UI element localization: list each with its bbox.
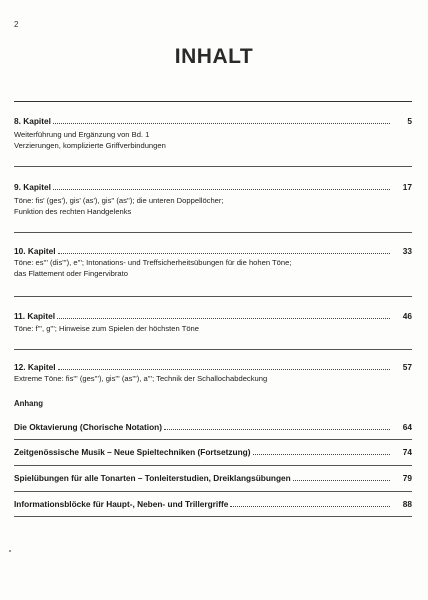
description-line: das Flattement oder Fingervibrato — [14, 268, 128, 278]
section-rule — [14, 296, 412, 297]
toc-entry-page: 74 — [402, 447, 412, 457]
toc-entry-label: Spielübungen für alle Tonarten – Tonleiterstudien, Dreiklangsübungen — [14, 473, 291, 483]
toc-entry-page: 64 — [402, 422, 412, 432]
toc-entry-appendix — [14, 420, 412, 432]
description-line: Töne: f''', g'''; Hinweise zum Spielen der höchsten Töne — [14, 324, 200, 333]
dot-leader — [53, 179, 390, 190]
toc-entry-chapter-9 — [14, 180, 412, 192]
section-rule — [14, 232, 412, 233]
toc-entry-page: 79 — [402, 473, 412, 483]
toc-entry-label: Die Oktavierung (Chorische Notation) — [14, 422, 162, 432]
section-rule — [14, 349, 412, 350]
description-line: Töne: fis' (ges'), gis' (as'), gis'' (as''); die unteren Doppellöcher; — [14, 196, 224, 205]
toc-entry-appendix — [14, 445, 412, 457]
toc-entry-description — [14, 324, 374, 335]
page-title: INHALT — [174, 45, 254, 68]
dot-leader — [58, 359, 390, 370]
dot-leader — [293, 470, 390, 481]
appendix-heading: Anhang — [14, 399, 44, 408]
toc-entry-appendix — [14, 497, 412, 509]
toc-entry-page: 5 — [407, 116, 412, 126]
page-number: 2 — [14, 20, 19, 29]
toc-entry-label: 9. Kapitel — [14, 182, 51, 192]
toc-entry-page: 88 — [402, 499, 412, 509]
toc-entry-label: 10. Kapitel — [14, 246, 56, 256]
section-rule — [14, 465, 412, 466]
toc-entry-page: 57 — [402, 362, 412, 372]
description-line: Extreme Töne: fis''' (ges'''), gis''' (as'''), a'''; Technik der Schallochabdeckung — [14, 374, 268, 383]
dot-leader — [53, 113, 390, 124]
dot-leader — [164, 419, 390, 430]
section-rule — [14, 166, 412, 167]
toc-entry-page: 17 — [402, 182, 412, 192]
toc-entry-page: 46 — [402, 311, 412, 321]
scan-speck — [9, 550, 11, 552]
toc-entry-description — [14, 258, 394, 279]
toc-entry-description — [14, 374, 394, 385]
toc-entry-chapter-11 — [14, 309, 412, 321]
section-rule — [14, 491, 412, 492]
toc-entry-label: 11. Kapitel — [14, 311, 56, 321]
toc-entry-chapter-12 — [14, 360, 412, 372]
toc-entry-description — [14, 130, 374, 151]
toc-entry-label: 8. Kapitel — [14, 116, 51, 126]
toc-entry-page: 33 — [402, 246, 412, 256]
toc-entry-chapter-8 — [14, 114, 412, 126]
section-rule — [14, 516, 412, 517]
dot-leader — [230, 496, 390, 507]
description-line: Töne: es''' (dis'''), e'''; Intonations- und Treffsicherheitsübungen für die hohen Töne; — [14, 258, 292, 267]
toc-entry-label: 12. Kapitel — [14, 362, 56, 372]
dot-leader — [253, 444, 390, 455]
description-line: Weiterführung und Ergänzung von Bd. 1 — [14, 130, 150, 139]
description-line: Verzierungen, komplizierte Griffverbindungen — [14, 140, 166, 150]
title-rule — [14, 101, 412, 102]
toc-entry-appendix — [14, 471, 412, 483]
toc-entry-description — [14, 196, 374, 217]
toc-entry-label: Zeitgenössische Musik – Neue Spieltechniken (Fortsetzung) — [14, 447, 251, 457]
description-line: Funktion des rechten Handgelenks — [14, 206, 132, 216]
dot-leader — [57, 308, 390, 319]
toc-entry-label: Informationsblöcke für Haupt-, Neben- und Trillergriffe — [14, 499, 229, 509]
dot-leader — [58, 243, 390, 254]
section-rule — [14, 439, 412, 440]
toc-entry-chapter-10 — [14, 244, 412, 256]
